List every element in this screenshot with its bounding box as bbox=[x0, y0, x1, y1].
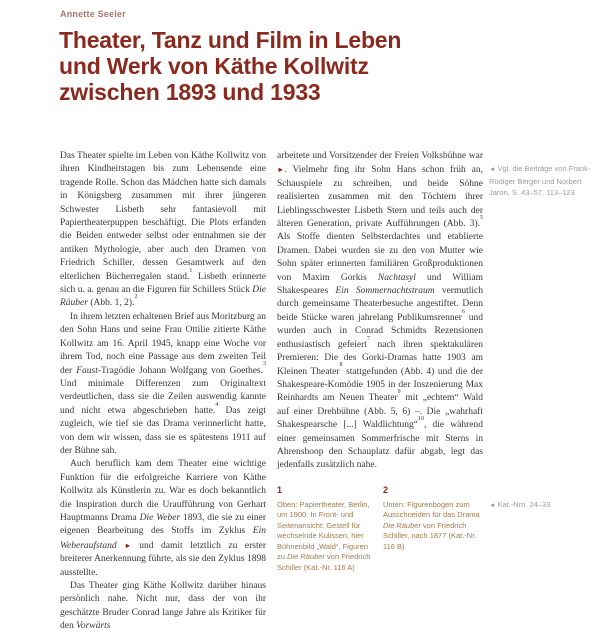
author-name: Annette Seeler bbox=[60, 9, 126, 19]
caption-text: Oben: Papiertheater, Berlin, um 1900. In Front- und Seitenansicht: Gestell für wechselnde Kulissen, hier Bühnenbild „Wald“, Figuren zu Die Räuber von Friedrich Schiller (Kat.-Nr. 116 A) bbox=[277, 499, 371, 572]
margin-note-references bbox=[489, 163, 591, 199]
body-paragraph: arbeitete und Vorsitzender der Freien Volksbühne war ►. Vielmehr fing ihr Sohn Hans schon früh an, Schauspiele zu schreiben, und beide Söhne realisierten zusammen mit den Töchtern ihrer Lieblingsschwester Lisbeth Stern und teils auch der älteren Generation, private Aufführungen (Abb. 3).$^5$ Als Stoffe dienten Selbsterdachtes und etablierte Dramen. Dabei wurden sie zu den von Mutter wie Sohn später erinnerten familiären Großproduktionen von Maxim Gorkis Nachtasyl und William Shakespeares Ein Sommernachtstraum vermutlich durch gemeinsame Theaterbesuche angestiftet. Denn beide Stücke waren jahrelang Publikumsrenner$^6$ und wurden auch in Conrad Schmidts Rezensionen enthusiastisch gefeiert$^7$ nach ihren spektakulären Premieren: Die des Gorki-Dramas hatte 1903 am Kleinen Theater$^8$ stattgefunden (Abb. 4) und die der Shakespeare-Komödie 1905 in der Inszenierung Max Reinhardts am Neuen Theater$^9$ mit „echtem“ Wald auf einer Drehbühne (Abb. 5, 6) –. Die „wahrhaft Shakespearsche [...] Waldlichtung“$^{10}$, die während einer gemeinsamen Sommerfrische mit Sterns in Ahrenshoop den Schauplatz dafür abgab, legt das jedenfalls zusätzlich nahe. bbox=[277, 151, 484, 471]
body-paragraph: Das Theater ging Käthe Kollwitz darüber hinaus persönlich nahe. Nicht nur, dass der von ihr geschätzte Bruder Conrad lange Jahre als Kritiker für den Vorwärts bbox=[60, 581, 266, 632]
figure-caption-2 bbox=[383, 485, 483, 552]
body-paragraph: Das Theater spielte im Leben von Käthe Kollwitz von ihren Kindheitstagen bis zum Lebensende eine tragende Rolle. Schon das Mädchen hatte sich damals in Königsberg zusammen mit ihrer jüngeren Schwester Lisbeth sehr fantasievoll mit Papiertheaterpuppen beschäftigt. Die Plots erfanden die Beiden entweder selbst oder entnahmen sie der antiken Mythologie, aber auch den Dramen von Friedrich Schiller, dessen Gesamtwerk auf den elterlichen Bücherregalen stand.$^1$ Lisbeth erinnerte sich u. a. genau an die Figuren für Schillers Stück Die Räuber (Abb. 1, 2).$^2$ bbox=[60, 151, 266, 309]
cross-reference-arrow-icon: ► bbox=[277, 165, 285, 175]
caption-number: 2 bbox=[383, 485, 389, 495]
margin-note-text: Kat.-Nrn. 24–33 bbox=[497, 500, 551, 509]
body-paragraph: In ihrem letzten erhaltenen Brief aus Moritzburg an den Sohn Hans und seine Frau Ottilie zitierte Käthe Kollwitz am 16. April 1945, knapp eine Woche vor ihrem Tod, noch eine Passage aus dem zweiten Teil der Faust-Tragödie Johann Wolfgang von Goethes.$^3$ Und minimale Differenzen zum Originaltext verdeutlichen, dass sie die Zeilen auswendig kannte und nicht etwa abgeschrieben hatte.$^4$ Das zeigt zugleich, wie tief sie das Drama verinnerlicht hatte, von dem wir wissen, dass sie es spätestens 1911 auf der Bühne sah. bbox=[60, 311, 267, 456]
text-column-left bbox=[60, 150, 266, 634]
left-arrow-icon: ◄ bbox=[489, 166, 496, 173]
caption-text: Unten: Figurenbogen zum Ausschneiden für das Drama Die Räuber von Friedrich Schiller, nach 1877 (Kat.-Nr. 116 B) bbox=[383, 499, 480, 551]
cross-reference-arrow-icon: ► bbox=[124, 540, 132, 550]
left-arrow-icon: ◄ bbox=[489, 502, 496, 509]
margin-note-text: Vgl. die Beiträge von Frank-Rüdiger Berger und Norbert Jaron, S. 43–57, 113–123 bbox=[489, 164, 591, 197]
text-column-right bbox=[277, 150, 483, 473]
figure-caption-1 bbox=[277, 485, 377, 573]
caption-number: 1 bbox=[277, 485, 283, 495]
page-title: Theater, Tanz und Film in Leben und Werk von Käthe Kollwitz zwischen 1893 und 1933 bbox=[59, 27, 402, 105]
body-paragraph: Auch beruflich kam dem Theater eine wichtige Funktion für die erfolgreiche Karriere von Käthe Kollwitz als Künstlerin zu. War es doch bekanntlich die Inspiration durch die Uraufführung von Gerhart Hauptmanns Drama Die Weber 1893, die sie zu einer eigenen Bearbeitung des Stoffs im Zyklus Ein Weberaufstand ► und damit letztlich zu erster breiterer Anerkennung führte, als sie den Zyklus 1898 ausstellte. bbox=[60, 459, 267, 578]
margin-note-catalog bbox=[489, 499, 591, 512]
